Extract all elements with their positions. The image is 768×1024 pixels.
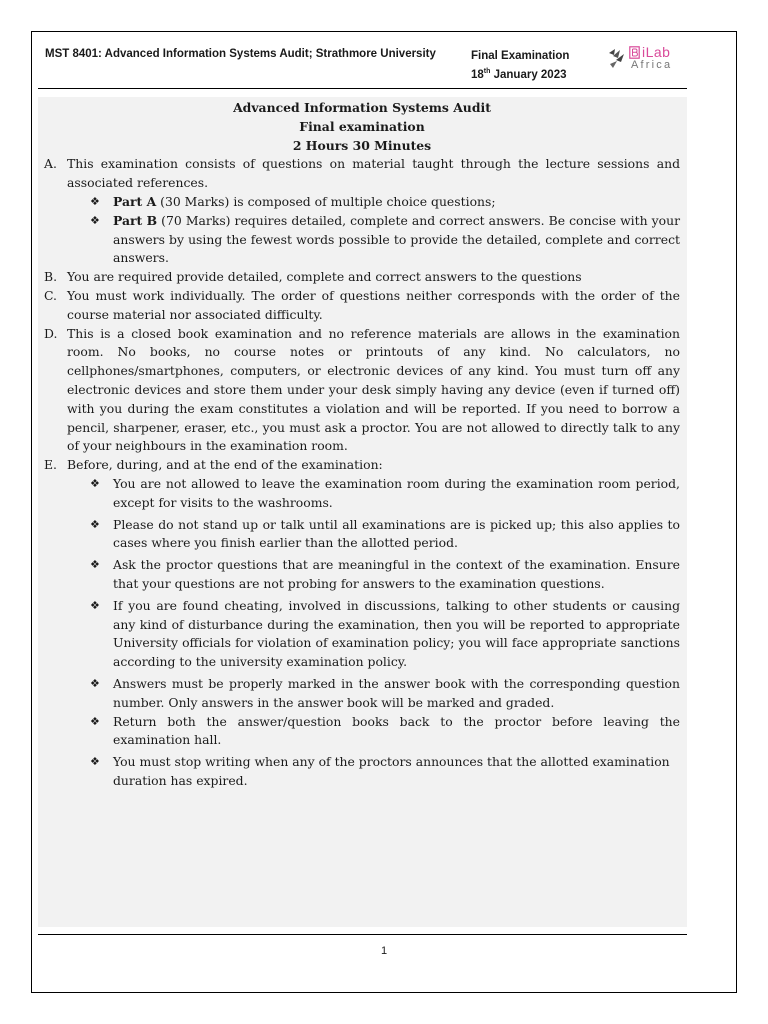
instructions-text: [44, 99, 680, 791]
logo-lab-text: iLab: [642, 44, 671, 60]
logo-b-icon: [629, 46, 640, 59]
bullet-diamond-icon: ❖: [90, 213, 100, 227]
bullet-diamond-icon: ❖: [90, 598, 100, 612]
header-divider: [38, 88, 687, 89]
bullet-diamond-icon: ❖: [90, 558, 100, 572]
bullet-diamond-icon: ❖: [90, 194, 100, 208]
instruction-a: A. This examination consists of questions on material taught through the lecture sessions and associated references.: [44, 155, 680, 193]
instruction-letter: E.: [44, 457, 57, 473]
bullet-diamond-icon: ❖: [90, 676, 100, 690]
instruction-letter: B.: [44, 269, 58, 285]
instruction-letter: D.: [44, 325, 58, 341]
instruction-d: D. This is a closed book examination and no reference materials are allows in the examination room. No books, no course notes or printouts of any kind. No calculators, no cellphones/smartphones, computers, or electronic devices of any kind. You must turn off any electronic devices and store them under your desk simply having any device (even if turned off) with you during the exam constitutes a violation and will be reported. If you need to borrow a pencil, sharpener, eraser, etc., you must ask a proctor. You are not allowed to directly talk to any of your neighbours in the examination room.: [44, 325, 680, 457]
bullet-cheating: ❖ If you are found cheating, involved in discussions, talking to other students or causing any kind of disturbance during the examination, then you will be reported to appropriate University officials for violation of examination policy; you will face appropriate sanctions according to the university examination policy.: [90, 597, 680, 672]
exam-info: [471, 48, 569, 83]
bullet-diamond-icon: ❖: [90, 517, 100, 531]
page-number: 1: [380, 945, 388, 957]
exam-type: Final Examination: [471, 50, 570, 62]
exam-title: Advanced Information Systems Audit: [233, 100, 491, 115]
footer-divider: [38, 934, 687, 935]
bullet-return-books: ❖ Return both the answer/question books back to the proctor before leaving the examination hall.: [90, 713, 680, 751]
instruction-b: B. You are required provide detailed, complete and correct answers to the questions: [44, 268, 680, 287]
bullet-stand-up: ❖ Please do not stand up or talk until all examinations are is picked up; this also applies to cases where you finish earlier than the allotted period.: [90, 516, 680, 554]
exam-subtitle: Final examination: [299, 118, 425, 134]
bullet-part-b: ❖ Part B (70 Marks) requires detailed, complete and correct answers. Be concise with your answers by using the fewest words possible to provide the detailed, complete and correct answers.: [90, 212, 680, 268]
bullet-part-a: ❖ Part A (30 Marks) is composed of multiple choice questions;: [90, 193, 680, 212]
ilab-africa-logo: [607, 44, 695, 74]
page-header: [45, 44, 695, 84]
bullet-leave-room: ❖ You are not allowed to leave the examination room during the examination room period, except for visits to the washrooms.: [90, 475, 680, 513]
bullet-diamond-icon: ❖: [90, 476, 100, 490]
bullet-ask-proctor: ❖ Ask the proctor questions that are meaningful in the context of the examination. Ensure that your questions are not probing for answers to the examination questions.: [90, 556, 680, 594]
instruction-e: E. Before, during, and at the end of the examination:: [44, 456, 680, 475]
exam-duration: 2 Hours 30 Minutes: [292, 137, 432, 153]
bullet-answers-marked: ❖ Answers must be properly marked in the answer book with the corresponding question number. Only answers in the answer book will be marked and graded.: [90, 675, 680, 713]
instruction-letter: A.: [44, 156, 57, 172]
bullet-stop-writing: ❖ You must stop writing when any of the proctors announces that the allotted examination duration has expired.: [90, 753, 680, 791]
bullet-diamond-icon: ❖: [90, 714, 100, 728]
instruction-letter: C.: [44, 287, 57, 303]
exam-date: 18th January 2023: [471, 68, 567, 81]
course-title: MST 8401: Advanced Information Systems Audit; Strathmore University: [45, 48, 436, 60]
instruction-c: C. You must work individually. The order of questions neither corresponds with the order of the course material nor associated difficulty.: [44, 287, 680, 325]
logo-africa-text: Africa: [631, 59, 673, 71]
bullet-diamond-icon: ❖: [90, 755, 100, 769]
logo-bird-icon: [607, 46, 627, 70]
